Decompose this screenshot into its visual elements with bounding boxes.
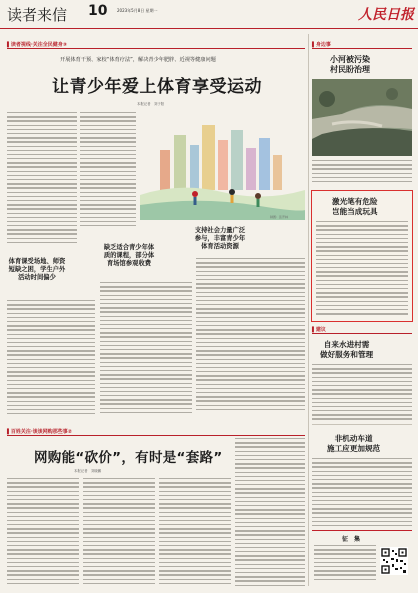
pull-quote-2: 缺乏适合青少年体质的课程，部分体育场馆参观收费 <box>103 244 155 267</box>
qr-code-icon <box>380 547 408 575</box>
photo-caption <box>312 160 412 186</box>
lead-byline: 本报记者 刘子阳 <box>137 102 165 106</box>
column-divider <box>308 34 309 586</box>
lead-rule <box>7 48 305 49</box>
suggestion-tag: ▌建议 <box>312 327 326 333</box>
notice-box <box>312 530 412 587</box>
story1-headline: 小河被污染 村民盼治理 <box>330 55 370 74</box>
pull-quote-1: 体育课受场地、师资短缺之困，学生户外活动时间偏少 <box>8 258 66 281</box>
bottom-headline: 网购能“砍价”，有时是“套路” <box>34 450 223 466</box>
suggestion-rule <box>312 333 412 334</box>
section-title: 读者来信 <box>7 6 68 24</box>
page-number: 10 <box>88 3 108 19</box>
lead-col2-text <box>80 112 136 232</box>
pull-quote-3: 支持社会力量广泛参与，丰富青少年体育活动资源 <box>194 227 246 250</box>
notice-title: 征 集 <box>342 536 361 543</box>
bottom-column-tag: ▌百姓关注·谈谈网购那些事② <box>7 429 72 435</box>
bottom-col3-text <box>159 478 231 586</box>
story3-body-text <box>312 458 412 528</box>
issue-date: 2023年5月8日 星期一 <box>117 8 158 13</box>
lead-col1b-text <box>7 300 95 418</box>
lead-col3b-text <box>196 258 305 418</box>
newspaper-logo: 人民日报 <box>358 7 414 23</box>
masthead <box>0 0 418 29</box>
bottom-byline: 本报记者 刘晓鹏 <box>74 469 102 473</box>
right-rule <box>312 48 412 49</box>
laser-pointer-story-box <box>311 190 413 322</box>
story2-headline: 自来水进村需 做好服务和管理 <box>320 340 374 359</box>
bottom-rule <box>7 435 305 436</box>
story3-headline: 非机动车道 施工应更加规范 <box>327 434 381 453</box>
story2-body-text <box>312 364 412 422</box>
bottom-col1-text <box>7 478 79 586</box>
lead-col2b-text <box>100 282 192 420</box>
notice-text <box>314 545 376 585</box>
lead-illustration <box>140 110 305 220</box>
lead-kicker: 开展体育干预、家校“体育疗法”，解决青少年肥胖、近视等健康问题 <box>60 57 216 63</box>
box-body-text <box>316 221 408 317</box>
right-section-tag: ▌身边事 <box>312 42 331 48</box>
lead-column-tag: ▌读者视线·关注全民健身③ <box>7 42 67 48</box>
illustration-credit: 制图：张开林 <box>270 215 289 219</box>
bottom-col2-text <box>83 478 155 586</box>
bottom-col4-text <box>235 438 305 586</box>
lead-col1-text <box>7 112 77 250</box>
box-headline: 激光笔有危险 岂能当成玩具 <box>332 197 378 216</box>
story1-photo <box>312 79 412 156</box>
lead-headline: 让青少年爱上体育享受运动 <box>52 77 262 97</box>
right-divider <box>312 424 412 425</box>
